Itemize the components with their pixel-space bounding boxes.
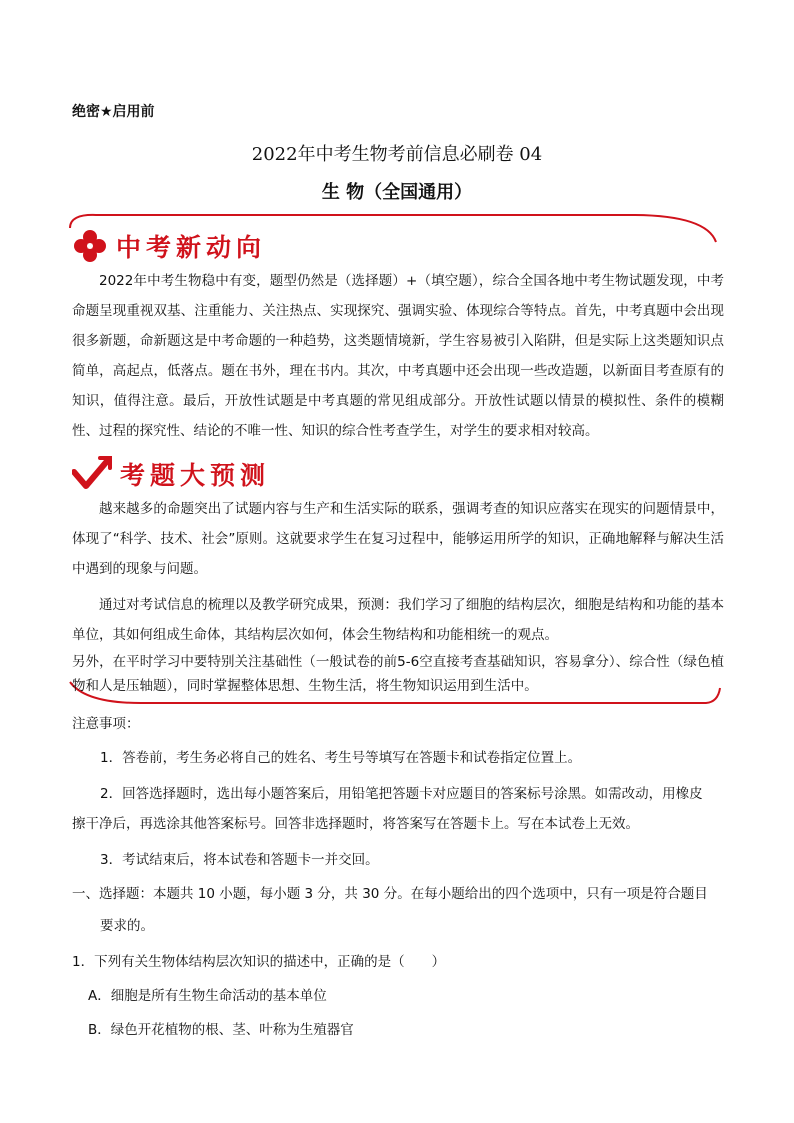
question-1-stem: 1．下列有关生物体结构层次知识的描述中，正确的是（ ） [72,954,446,970]
question-1-option-a: A．细胞是所有生物生命活动的基本单位 [88,988,327,1004]
note-item-2b: 擦干净后，再选涂其他答案标号。回答非选择题时，将答案写在答题卡上。写在本试卷上无效。 [72,816,639,832]
part1-heading-cont: 要求的。 [100,918,154,934]
exam-notes [72,712,724,1022]
page-title: 2022年中考生物考前信息必刷卷 04 [251,144,543,165]
forecast-paragraphs [72,494,724,698]
notes-heading: 注意事项： [72,716,140,732]
trends-paragraph [72,266,724,446]
note-item-2a: 2．回答选择题时，选出每小题答案后，用铅笔把答题卡对应题目的答案标号涂黑。如需改动，用橡皮 [100,786,703,802]
forecast-paragraph-2: 通过对考试信息的梳理以及教学研究成果，预测：我们学习了细胞的结构层次，细胞是结构和功能的基本单位，其如何组成生命体，其结构层次如何，体会生物结构和功能相统一的观点。 [72,597,724,643]
clover-icon [72,228,108,264]
part1-heading: 一、选择题：本题共 10 小题，每小题 3 分，共 30 分。在每小题给出的四个选项中，只有一项是符合题目 [72,886,708,902]
forecast-paragraph-1: 越来越多的命题突出了试题内容与生产和生活实际的联系，强调考查的知识应落实在现实的问题情景中，体现了“科学、技术、社会”原则。这就要求学生在复习过程中，能够运用所学的知识，正确地解释与解决生活中遇到的现象与问题。 [72,501,724,577]
note-item-3: 3．考试结束后，将本试卷和答题卡一并交回。 [100,852,379,868]
checkmark-arrow-icon [72,456,112,490]
confidential-mark: 绝密★启用前 [72,104,155,120]
section-title-forecast: 考题大预测 [120,461,271,490]
page-subtitle: 生 物（全国通用） [321,182,473,203]
section-title-trends: 中考新动向 [116,233,267,262]
note-item-1: 1．答卷前，考生务必将自己的姓名、考生号等填写在答题卡和试卷指定位置上。 [100,750,582,766]
question-1-option-b: B．绿色开花植物的根、茎、叶称为生殖器官 [88,1022,354,1038]
forecast-paragraph-3: 另外，在平时学习中要特别关注基础性（一般试卷的前5-6空直接考查基础知识，容易拿分）、综合性（绿色植物和人是压轴题），同时掌握整体思想、生物生活，将生物知识运用到生活中。 [72,654,724,694]
trends-text: 2022年中考生物稳中有变，题型仍然是（选择题）+（填空题），综合全国各地中考生物试题发现，中考命题呈现重视双基、注重能力、关注热点、实现探究、强调实验、体现综合等特点。首先，中考真题中会出现很多新题，命新题这是中考命题的一种趋势，这类题情境新，学生容易被引入陷阱，但是实际上这类题知识点简单，高起点，低落点。题在书外，理在书内。其次，中考真题中还会出现一些改造题，以新面目考查原有的知识，值得注意。最后，开放性试题是中考真题的常见组成部分。开放性试题以情景的模拟性、条件的模糊性、过程的探究性、结论的不唯一性、知识的综合性考查学生，对学生的要求相对较高。 [72,273,724,439]
